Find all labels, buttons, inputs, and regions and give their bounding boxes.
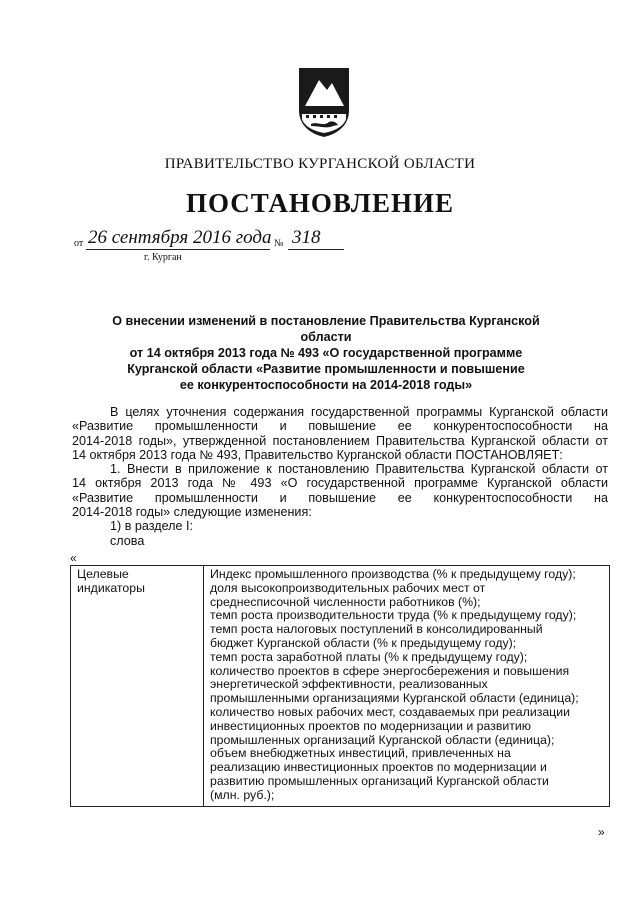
open-quote: « xyxy=(70,551,77,565)
text-line: В целях уточнения содержания государственной программы Курганской области xyxy=(110,405,608,419)
title-line: Курганской области «Развитие промышленности и повышение xyxy=(127,362,525,376)
indicator-line: реализацию инвестиционных проектов по модернизации и xyxy=(210,760,547,775)
close-quote: » xyxy=(598,825,605,839)
organization-name: ПРАВИТЕЛЬСТВО КУРГАНСКОЙ ОБЛАСТИ xyxy=(164,156,476,172)
label-line: Целевые xyxy=(77,567,129,581)
date-underline xyxy=(86,249,270,250)
indicator-line: объем внебюджетных инвестиций, привлеченных на xyxy=(210,746,511,761)
label-line: индикаторы xyxy=(77,580,145,595)
indicator-line: промышленных организаций Курганской области (единица); xyxy=(210,732,555,747)
indicator-line: инвестиционных проектов по модернизации и развитию xyxy=(210,718,531,733)
text-line: «Развитие промышленности и повышение ее конкурентоспособности на xyxy=(72,490,608,505)
words-label: слова xyxy=(110,533,145,548)
paragraph-preamble xyxy=(72,405,608,548)
indicator-line: энергетической эффективности, реализованных xyxy=(210,677,488,692)
item-1: 1) в разделе I: xyxy=(110,519,194,534)
indicator-line: количество проектов в сфере энергосбережения и повышения xyxy=(210,663,570,678)
text-line: 14 октября 2013 года № 493, Правительство Курганской области ПОСТАНОВЛЯЕТ: xyxy=(72,447,563,462)
indicator-line: темп роста заработной платы (% к предыдущему году); xyxy=(210,649,528,664)
table-row xyxy=(71,566,610,807)
number-underline xyxy=(288,249,344,250)
indicator-line: среднесписочной численности работников (%); xyxy=(210,594,481,609)
text-line: 2014-2018 годы» следующие изменения: xyxy=(72,505,312,520)
indicator-line: промышленными организациями Курганской области (единица); xyxy=(210,691,579,706)
text-line: 1. Внести в приложение к постановлению Правительства Курганской области от xyxy=(110,462,608,477)
handwritten-number: 318 xyxy=(292,227,321,248)
indicator-line: развитию промышленных организаций Курганской области xyxy=(210,773,549,788)
indicator-line: доля высокопроизводительных рабочих мест от xyxy=(210,580,486,595)
resolution-title xyxy=(86,313,566,393)
text-line: 2014-2018 годы», утвержденной постановлением Правительства Курганской области от xyxy=(72,433,608,448)
indicator-line: (млн. руб.); xyxy=(210,787,275,802)
handwritten-date: 26 сентября 2016 года xyxy=(88,227,272,248)
indicator-line: количество новых рабочих мест, создаваемых при реализации xyxy=(210,704,570,719)
title-line: ее конкурентоспособности на 2014-2018 годы» xyxy=(179,378,473,392)
number-prefix: № xyxy=(274,238,284,249)
indicators-table xyxy=(70,565,610,807)
indicator-line: бюджет Курганской области (% к предыдущему году); xyxy=(210,635,517,650)
city: г. Курган xyxy=(144,252,182,263)
date-line xyxy=(74,228,374,254)
table-label-cell xyxy=(71,566,204,807)
title-line: от 14 октября 2013 года № 493 «О государственной программе xyxy=(129,346,523,360)
text-line: «Развитие промышленности и повышение ее конкурентоспособности на xyxy=(72,419,608,434)
kurgan-coat-of-arms-icon xyxy=(297,66,351,138)
date-from-prefix: от xyxy=(74,238,84,249)
indicator-line: темп роста производительности труда (% к предыдущему году); xyxy=(210,608,577,623)
indicator-line: Индекс промышленного производства (% к предыдущему году); xyxy=(210,567,576,581)
indicator-line: темп роста налоговых поступлений в консолидированный xyxy=(210,622,543,637)
table-indicators-cell xyxy=(204,566,610,807)
title-line: О внесении изменений в постановление Правительства Курганской области xyxy=(112,314,540,344)
text-line: 14 октября 2013 года № 493 «О государственной программе Курганской области xyxy=(72,476,608,491)
document-type: ПОСТАНОВЛЕНИЕ xyxy=(185,188,455,218)
